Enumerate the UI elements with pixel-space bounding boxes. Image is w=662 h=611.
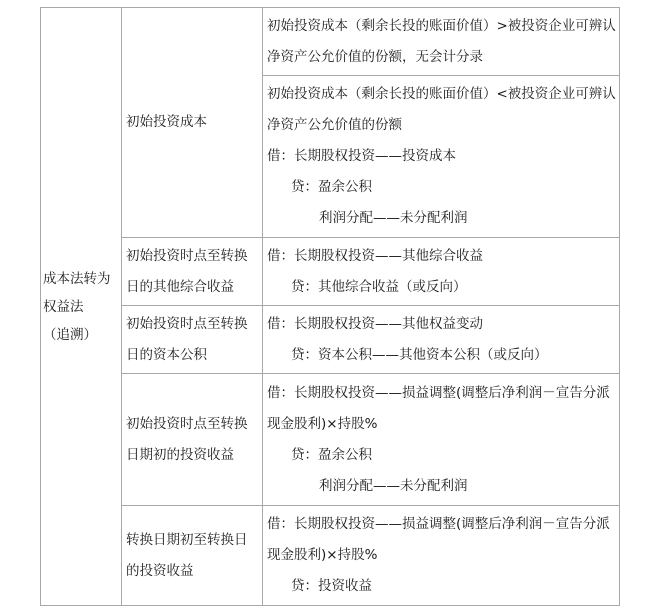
entry-line: 借：长期股权投资——投资成本	[267, 148, 456, 164]
entry-cell	[263, 76, 620, 238]
section-label-line: 权益法	[43, 298, 84, 315]
entry-cell	[263, 306, 620, 374]
item-label: 转换日期初至转换日	[126, 531, 248, 548]
item-cell	[122, 238, 263, 306]
item-label: 初始投资时点至转换	[126, 415, 248, 432]
section-label-cell	[41, 8, 122, 606]
entry-line: 借：长期股权投资——其他权益变动	[267, 315, 483, 332]
entry-line: 贷：盈余公积	[291, 446, 372, 463]
table-row	[41, 8, 620, 76]
entry-line: 初始投资成本（剩余长投的账面价值）>被投资企业可辨认	[267, 17, 616, 34]
entry-line: 利润分配——未分配利润	[319, 477, 468, 494]
entry-line: 现金股利)×持股%	[267, 547, 378, 563]
item-cell	[122, 506, 263, 606]
entry-line: 借：长期股权投资——损益调整(调整后净利润－宣告分派	[267, 384, 610, 401]
item-label: 日的资本公积	[126, 346, 207, 363]
item-label: 的投资收益	[126, 562, 194, 579]
accounting-table-frame	[40, 7, 620, 606]
entry-line: 借：长期股权投资——其他综合收益	[267, 247, 483, 264]
table-row	[41, 306, 620, 374]
section-label-line: 成本法转为	[43, 270, 111, 287]
table-row	[41, 506, 620, 606]
entry-line: 借：长期股权投资——损益调整(调整后净利润－宣告分派	[267, 516, 610, 532]
section-label-line: （追溯）	[43, 326, 97, 343]
entry-line: 现金股利)×持股%	[267, 415, 378, 432]
entry-line: 利润分配——未分配利润	[319, 210, 468, 226]
item-label: 初始投资成本	[126, 114, 207, 130]
item-label: 初始投资时点至转换	[126, 247, 248, 264]
entry-line: 贷：其他综合收益（或反向）	[291, 278, 467, 295]
entry-line: 贷：盈余公积	[291, 179, 372, 195]
item-label: 日的其他综合收益	[126, 278, 234, 295]
entry-line: 净资产公允价值的份额，无会计分录	[267, 48, 483, 65]
table-row	[41, 238, 620, 306]
item-cell	[122, 374, 263, 506]
entry-cell	[263, 506, 620, 606]
entry-cell	[263, 374, 620, 506]
table-row	[41, 374, 620, 506]
entry-line: 贷：资本公积——其他资本公积（或反向）	[291, 346, 548, 363]
entry-line: 贷：投资收益	[291, 578, 372, 594]
entry-line: 初始投资成本（剩余长投的账面价值）<被投资企业可辨认	[267, 86, 616, 102]
item-cell	[122, 306, 263, 374]
entry-cell	[263, 238, 620, 306]
item-cell	[122, 8, 263, 238]
accounting-table	[40, 7, 620, 606]
entry-cell	[263, 8, 620, 76]
item-label: 初始投资时点至转换	[126, 315, 248, 332]
item-label: 日期初的投资收益	[126, 446, 234, 463]
entry-line: 净资产公允价值的份额	[267, 117, 402, 133]
